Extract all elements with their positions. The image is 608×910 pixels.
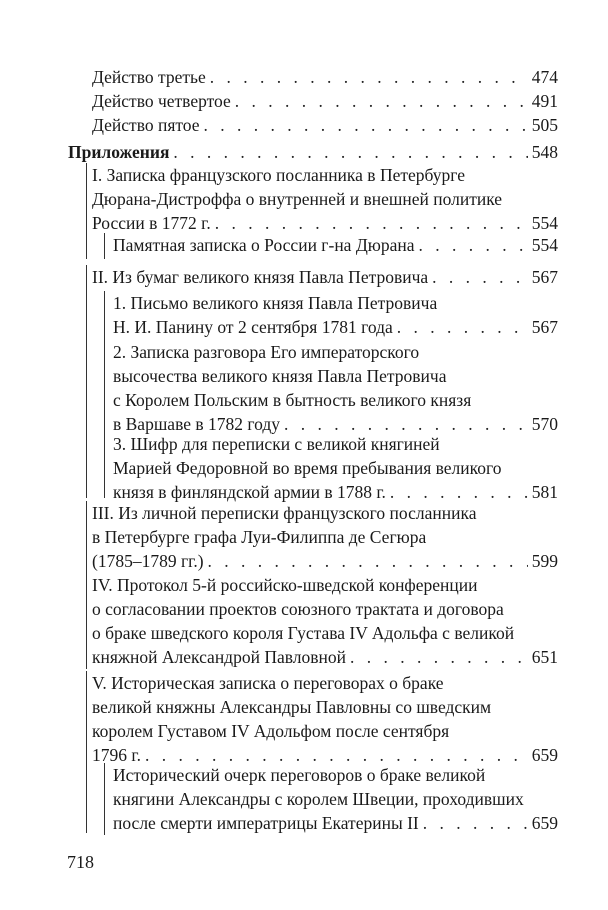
toc-entry-title: IV. Протокол 5-й российско-шведской конференции [92, 575, 478, 595]
group-bracket [86, 671, 87, 833]
toc-line [92, 163, 558, 187]
toc-line [113, 233, 558, 257]
toc-page-number: 474 [531, 67, 558, 87]
toc-line [92, 645, 558, 669]
toc-line [92, 525, 558, 549]
toc-entry-title: Действо четвертое [92, 91, 231, 111]
toc-page-number: 505 [531, 115, 558, 135]
toc-entry-title: в Петербурге графа Луи-Филиппа де Сегюра [92, 527, 427, 547]
toc-line [92, 113, 558, 137]
section-heading: Приложения [68, 142, 170, 162]
toc-line [113, 364, 558, 388]
dot-leader [397, 315, 528, 339]
toc-entry [113, 432, 558, 504]
toc-entry-title: княжной Александрой Павловной [92, 647, 346, 667]
toc-entry [113, 763, 558, 835]
toc-entry-title: с Королем Польским в бытность великого князя [113, 390, 472, 410]
dot-leader [432, 265, 528, 289]
toc-line [92, 549, 558, 573]
toc-entry-title: 2. Записка разговора Его императорского [113, 342, 420, 362]
toc-entry [92, 671, 558, 767]
toc-line [113, 388, 558, 412]
toc-page-number: 659 [531, 745, 558, 765]
toc-entry-title: в Варшаве в 1782 году [113, 414, 281, 434]
toc-entry-title: Памятная записка о России г-на Дюрана [113, 235, 415, 255]
dot-leader [210, 65, 528, 89]
toc-page-number: 554 [531, 235, 558, 255]
dot-leader [208, 549, 528, 573]
toc-page-number: 581 [531, 482, 558, 502]
toc-entry-title: о согласовании проектов союзного трактата и договора [92, 599, 504, 619]
toc-entry-title: I. Записка французского посланника в Петербурге [92, 165, 465, 185]
toc-line [92, 501, 558, 525]
toc-page-number: 554 [531, 213, 558, 233]
toc-line [113, 340, 558, 364]
toc-entry-title: Исторический очерк переговоров о браке великой [113, 765, 486, 785]
toc-line [113, 456, 558, 480]
toc-page-number: 651 [531, 647, 558, 667]
toc-entry [92, 501, 558, 573]
toc-entry-title: 1796 г. [92, 745, 141, 765]
subgroup-bracket [104, 291, 105, 498]
toc-entry-title: II. Из бумаг великого князя Павла Петровича [92, 267, 429, 287]
toc-line [92, 573, 558, 597]
toc-entry-title: высочества великого князя Павла Петровича [113, 366, 447, 386]
toc-entry-title: королем Густавом IV Адольфом после сентября [92, 721, 450, 741]
toc-entry-title: V. Историческая записка о переговорах о браке [92, 673, 444, 693]
toc-entry-title: Н. И. Панину от 2 сентября 1781 года [113, 317, 393, 337]
toc-entry-title: 3. Шифр для переписки с великой княгиней [113, 434, 440, 454]
dot-leader [173, 140, 527, 164]
dot-leader [350, 645, 528, 669]
toc-page-number: 659 [531, 813, 558, 833]
toc-page-number: 567 [531, 317, 558, 337]
toc-line [113, 291, 558, 315]
toc-page-number: 599 [531, 551, 558, 571]
dot-leader [204, 113, 528, 137]
toc-entry-title: Марией Федоровной во время пребывания великого [113, 458, 502, 478]
toc-entry [113, 291, 558, 339]
toc-entry-title: Действо третье [92, 67, 206, 87]
dot-leader [418, 233, 527, 257]
toc-line [113, 432, 558, 456]
toc-entry-title: Дюрана-Дистроффа о внутренней и внешней политике [92, 189, 503, 209]
toc-line [92, 187, 558, 211]
toc-page-number: 567 [531, 267, 558, 287]
toc-entry [113, 340, 558, 436]
toc-line [92, 719, 558, 743]
toc-line [113, 787, 558, 811]
subgroup-bracket [104, 233, 105, 259]
toc-line [68, 140, 558, 164]
group-bracket [86, 501, 87, 573]
toc-entry [113, 233, 558, 257]
toc-line [92, 265, 558, 289]
toc-entry-title: великой княжны Александры Павловны со шведским [92, 697, 492, 717]
toc-entry [92, 163, 558, 235]
toc-page-number: 548 [531, 142, 558, 162]
toc-line [92, 65, 558, 89]
toc-line [113, 763, 558, 787]
group-bracket [86, 265, 87, 498]
toc-entry-title: княгини Александры с королем Швеции, проходивших [113, 789, 524, 809]
toc-line [92, 621, 558, 645]
toc-entry-title: (1785–1789 гг.) [92, 551, 204, 571]
group-bracket [86, 573, 87, 669]
toc-entry [92, 65, 558, 89]
toc-line [92, 695, 558, 719]
toc-entry-title: Действо пятое [92, 115, 200, 135]
dot-leader [423, 811, 528, 835]
toc-entry [92, 573, 558, 669]
page-number: 718 [67, 852, 94, 872]
toc-entry [92, 113, 558, 137]
dot-leader [235, 89, 528, 113]
toc-entry [92, 265, 558, 289]
toc-line [92, 89, 558, 113]
toc-line [92, 597, 558, 621]
toc-entry-appendices [68, 140, 558, 164]
toc-line [113, 315, 558, 339]
dot-leader [215, 211, 528, 235]
toc-entry-title: князя в финляндской армии в 1788 г. [113, 482, 386, 502]
toc-entry-title: III. Из личной переписки французского посланника [92, 503, 477, 523]
toc-entry-title: о браке шведского короля Густава IV Адольфа с великой [92, 623, 515, 643]
subgroup-bracket [104, 763, 105, 835]
toc-entry-title: после смерти императрицы Екатерины II [113, 813, 419, 833]
toc-line [92, 211, 558, 235]
group-bracket [86, 163, 87, 259]
toc-line [113, 811, 558, 835]
toc-entry-title: 1. Письмо великого князя Павла Петровича [113, 293, 438, 313]
toc-line [92, 671, 558, 695]
toc-page-number: 491 [531, 91, 558, 111]
toc-page-number: 570 [531, 414, 558, 434]
toc-entry [92, 89, 558, 113]
toc-entry-title: России в 1772 г. [92, 213, 211, 233]
